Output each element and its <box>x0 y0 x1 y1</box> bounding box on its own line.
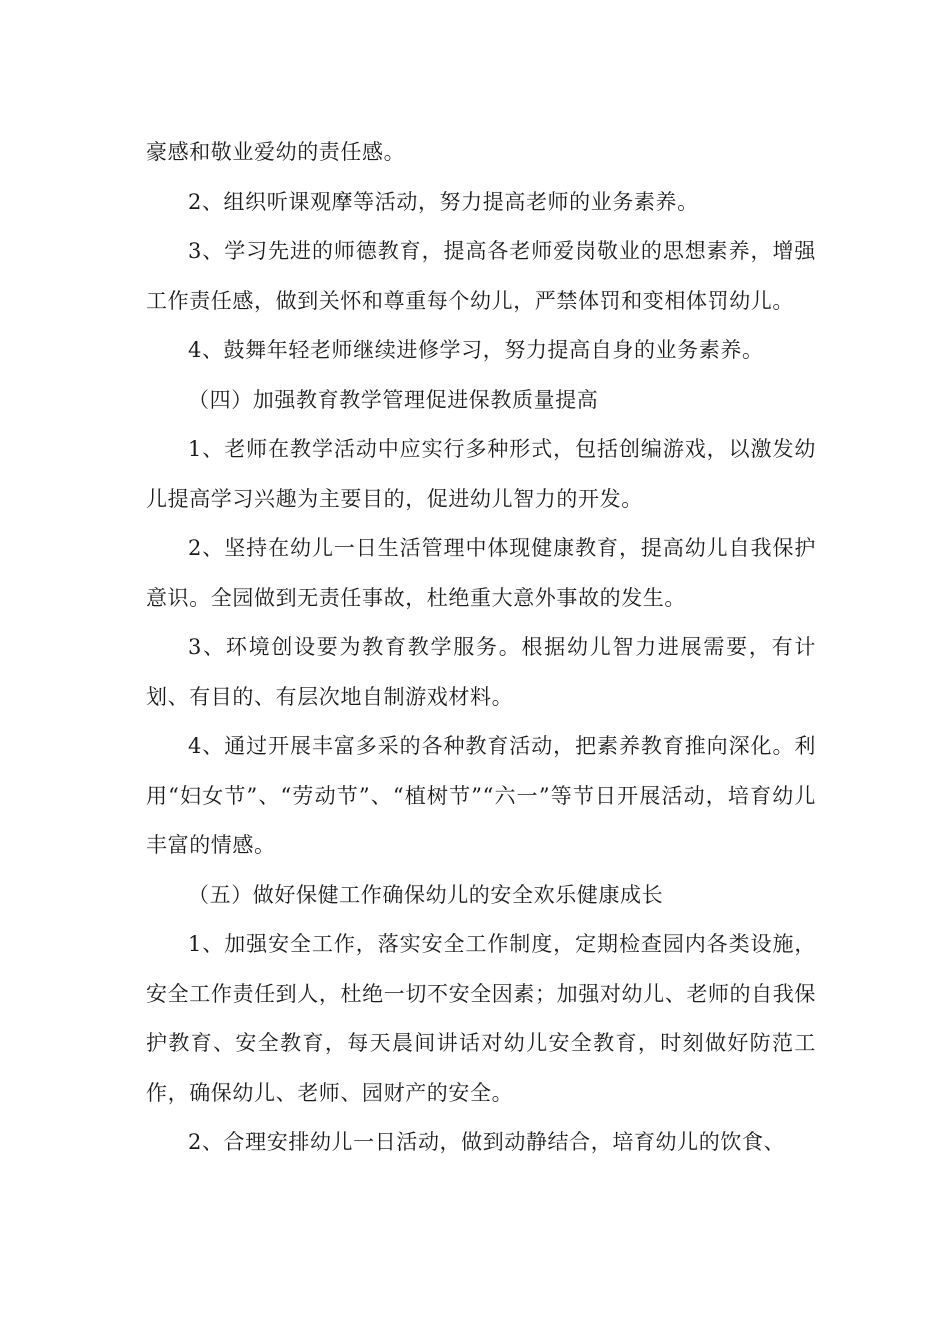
paragraph-item-4: 4、通过开展丰富多采的各种教育活动，把素养教育推向深化。利用“妇女节”、“劳动节”、“植树节”“六一”等节日开展活动，培育幼儿丰富的情感。 <box>146 734 816 857</box>
paragraph-item-1: 1、老师在教学活动中应实行多种形式，包括创编游戏，以激发幼儿提高学习兴趣为主要目的，促进幼儿智力的开发。 <box>146 437 816 511</box>
paragraph-item-2: 2、坚持在幼儿一日生活管理中体现健康教育，提高幼儿自我保护意识。全园做到无责任事故，杜绝重大意外事故的发生。 <box>146 536 816 610</box>
paragraph-item-2: 2、组织听课观摩等活动，努力提高老师的业务素养。 <box>188 189 699 214</box>
paragraph-item-3: 3、学习先进的师德教育，提高各老师爱岗敬业的思想素养，增强工作责任感，做到关怀和尊重每个幼儿，严禁体罚和变相体罚幼儿。 <box>146 239 816 313</box>
document-body <box>146 128 816 1168</box>
paragraph-continuation: 豪感和敬业爱幼的责任感。 <box>146 140 406 164</box>
paragraph-item-1: 1、加强安全工作，落实安全工作制度，定期检查园内各类设施，安全工作责任到人，杜绝一切不安全因素；加强对幼儿、老师的自我保护教育、安全教育，每天晨间讲话对幼儿安全教育，时刻做好防范工作，确保幼儿、老师、园财产的安全。 <box>146 932 816 1105</box>
paragraph-item-2: 2、合理安排幼儿一日活动，做到动静结合，培育幼儿的饮食、 <box>188 1130 786 1154</box>
paragraph-item-4: 4、鼓舞年轻老师继续进修学习，努力提高自身的业务素养。 <box>188 338 764 362</box>
section-heading-5: （五）做好保健工作确保幼儿的安全欢乐健康成长 <box>188 882 664 907</box>
section-heading-4: （四）加强教育教学管理促进保教质量提高 <box>188 387 599 412</box>
paragraph-item-3: 3、环境创设要为教育教学服务。根据幼儿智力进展需要，有计划、有目的、有层次地自制游戏材料。 <box>146 635 816 709</box>
